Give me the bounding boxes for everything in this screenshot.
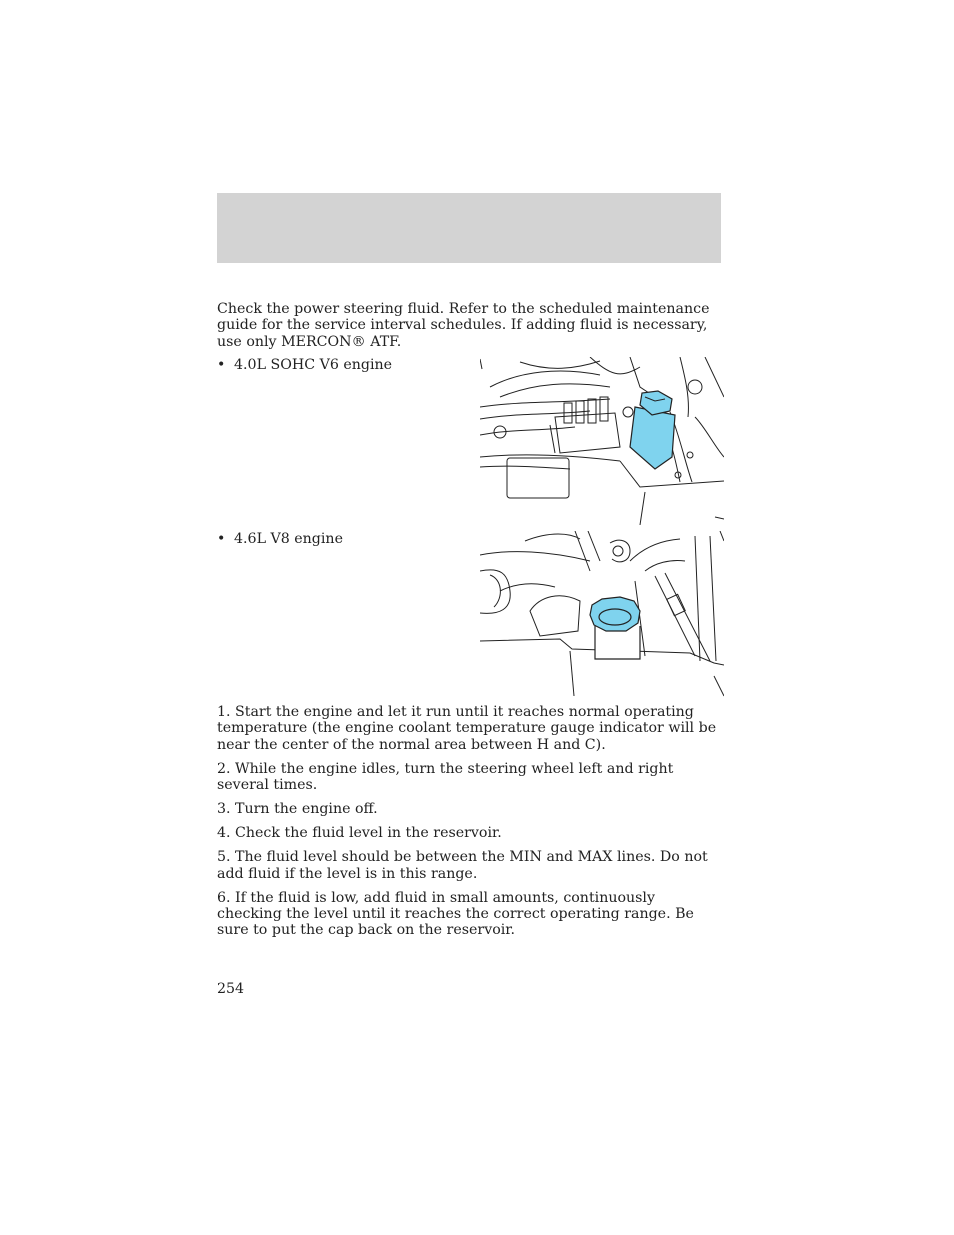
v8-engine-illustration — [480, 531, 724, 697]
step-5: 5. The fluid level should be between the MIN and MAX lines. Do not add fluid if the level is in this range. — [217, 849, 708, 882]
step-2: 2. While the engine idles, turn the steering wheel left and right several times. — [217, 760, 674, 794]
page-number: 254 — [217, 981, 245, 997]
step-6: 6. If the fluid is low, add fluid in small amounts, continuously checking the level until it reaches the correct operating range. Be sure to put the cap back on the reservoir. — [217, 889, 694, 939]
v6-engine-illustration — [480, 357, 724, 525]
section-header-band — [217, 193, 721, 263]
bullet-marker: • — [217, 531, 226, 547]
step-4: 4. Check the fluid level in the reservoir. — [217, 825, 502, 842]
step-3: 3. Turn the engine off. — [217, 801, 378, 818]
bullet-label: 4.0L SOHC V6 engine — [234, 357, 393, 373]
bullet-v8-engine — [217, 531, 343, 547]
bullet-marker: • — [217, 357, 226, 373]
bullet-v6-engine — [217, 357, 392, 373]
procedure-steps — [217, 704, 722, 946]
intro-paragraph: Check the power steering fluid. Refer to the scheduled maintenance guide for the service interval schedules. If adding fluid is necessary, use only MERCON® ATF. — [217, 301, 710, 350]
bullet-label: 4.6L V8 engine — [234, 531, 343, 547]
step-1: 1. Start the engine and let it run until it reaches normal operating temperature (the engine coolant temperature gauge indicator will be near the center of the normal area between H and C). — [217, 704, 717, 753]
